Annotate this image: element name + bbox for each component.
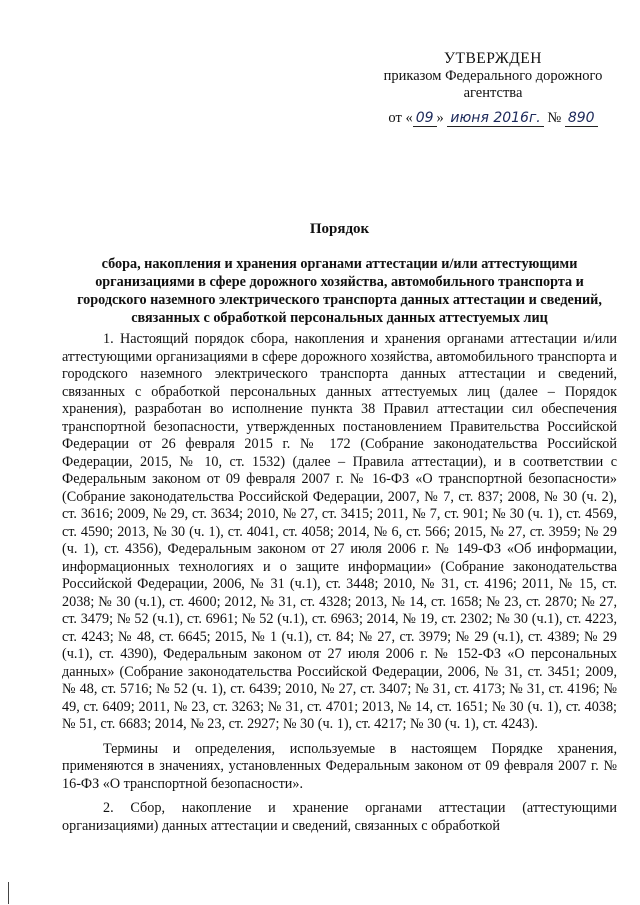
paragraph-1: 1. Настоящий порядок сбора, накопления и хранения органами аттестации и/или аттестующими организациями в сфере дорожного хозяйства, автомобильного транспорта и городского наземного электрического транспорта данных аттестации и сведений, связанных с обработкой персональных данных аттестуемых лиц (далее – Порядок хранения), разработан во исполнение пункта 38 Правил аттестации сил обеспечения транспортной безопасности, утвержденных постановлением Правительства Российской Федерации от 26 февраля 2015 г. № 172 (Собрание законодательства Российской Федерации, 2015, № 10, ст. 1532) (далее – Правила аттестации), и в соответствии с Федеральным законом от 09 февраля 2007 г. № 16-ФЗ «О транспортной безопасности» (Собрание законодательства Российской Федерации, 2007, № 7, ст. 837; 2008, № 30 (ч. 2), ст. 3616; 2009, № 29, ст. 3634; 2010, № 27, ст. 3415; 2011, № 7, ст. 901; № 30 (ч. 1), ст. 4569, ст. 4590; 2013, № 30 (ч. 1), ст. 4041, ст. 4058; 2014, № 6, ст. 566; 2015, № 27, ст. 3959; № 29 (ч. 1), ст. 4356), Федеральным законом от 27 июля 2006 г. № 149-ФЗ «Об информации, информационных технологиях и о защите информации» (Собрание законодательства Российской Федерации, 2006, № 31 (ч.1), ст. 3448; 2010, № 31, ст. 4196; 2011, № 15, ст. 2038; № 30 (ч.1), ст. 4600; 2012, № 31, ст. 4328; 2013, № 14, ст. 1658; № 23, ст. 2870; № 27, ст. 3479; № 52 (ч.1), ст. 6961; № 52 (ч.1), ст. 6963; 2014, № 19, ст. 2302; № 30 (ч.1), ст. 4223, ст. 4243; № 48, ст. 6645; 2015, № 1 (ч.1), ст. 84; № 27, ст. 3979; № 29 (ч.1), ст. 4389; № 29 (ч.1), ст. 4390), Федеральным законом от 27 июля 2006 г. № 152-ФЗ «О персональных данных» (Собрание законодательства Российской Федерации, 2006, № 31, ст. 3451; 2009, № 48, ст. 5716; № 52 (ч. 1), ст. 6439; 2010, № 27, ст. 3407; № 31, ст. 4173; № 31, ст. 4196; № 49, ст. 6409; 2011, № 23, ст. 3263; № 31, ст. 4701; 2013, № 14, ст. 1651; № 30 (ч. 1), ст. 4038; № 51, ст. 6683; 2014, № 23, ст. 2927; № 30 (ч. 1), ст. 4217; № 30 (ч. 1), ст. 4243). bbox=[62, 331, 617, 732]
number-sign: № bbox=[547, 110, 562, 126]
document-heading bbox=[62, 220, 617, 327]
approval-title: УТВЕРЖДЕН bbox=[444, 50, 542, 67]
approval-stamp bbox=[368, 50, 618, 127]
date-mid: » bbox=[436, 110, 444, 126]
handwritten-order-number: 890 bbox=[565, 110, 598, 127]
handwritten-month-year: июня 2016г. bbox=[447, 110, 543, 127]
document-subtitle: сбора, накопления и хранения органами аттестации и/или аттестующими организациями в сфере дорожного хозяйства, автомобильного транспорта и городского наземного электрического транспорта данных аттестации и сведений, связанных с обработкой персональных данных аттестуемых лиц bbox=[77, 256, 602, 326]
document-body bbox=[62, 331, 617, 835]
date-prefix: от « bbox=[388, 110, 413, 126]
handwritten-day: 09 bbox=[413, 110, 437, 127]
scan-edge-mark bbox=[8, 882, 9, 904]
approval-issuer: приказом Федерального дорожного агентства bbox=[383, 68, 603, 101]
document-title: Порядок bbox=[309, 221, 370, 237]
paragraph-terms: Термины и определения, используемые в настоящем Порядке хранения, применяются в значениях, установленных Федеральным законом от 09 февраля 2007 г. № 16-ФЗ «О транспортной безопасности». bbox=[62, 740, 617, 792]
approval-date-row bbox=[368, 110, 618, 127]
paragraph-2: 2. Сбор, накопление и хранение органами аттестации (аттестующими организациями) данных аттестации и сведений, связанных с обработкой bbox=[62, 800, 617, 834]
